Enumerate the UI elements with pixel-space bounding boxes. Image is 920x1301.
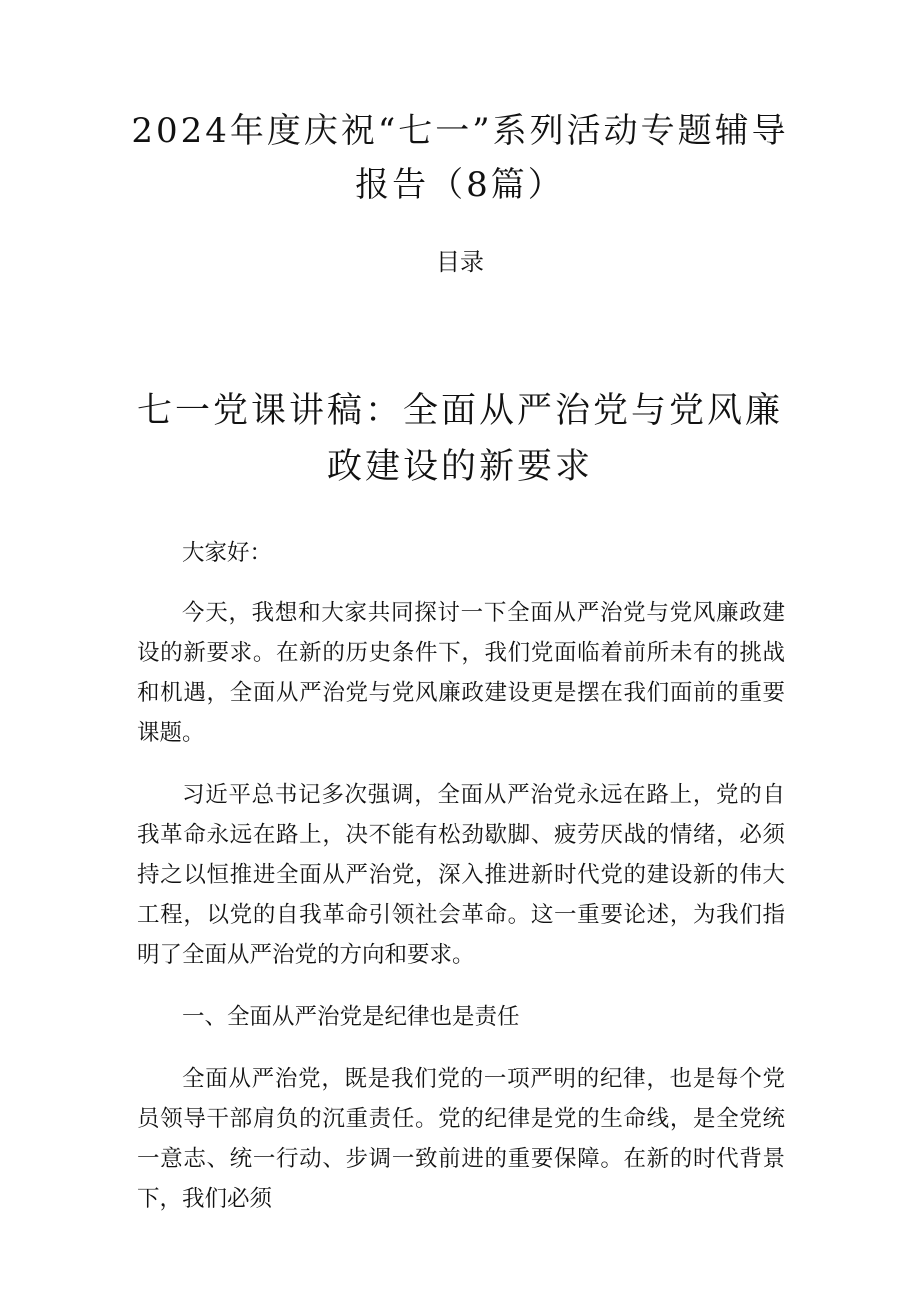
- document-body: [137, 533, 785, 1241]
- subsection-heading: 一、全面从严治党是纪律也是责任: [182, 1004, 520, 1030]
- toc-heading: 目录: [436, 248, 484, 276]
- body-paragraph: 习近平总书记多次强调，全面从严治党永远在路上，党的自我革命永远在路上，决不能有松劲歇脚、疲劳厌战的情绪，必须持之以恒推进全面从严治党，深入推进新时代党的建设新的伟大工程，以党的自我革命引领社会革命。这一重要论述，为我们指明了全面从严治党的方向和要求。: [137, 782, 785, 968]
- document-title: 2024年度庆祝“七一”系列活动专题辅导报告（8篇）: [131, 111, 789, 205]
- section-title: 七一党课讲稿：全面从严治党与党风廉政建设的新要求: [136, 391, 783, 487]
- body-paragraph: 今天，我想和大家共同探讨一下全面从严治党与党风廉政建设的新要求。在新的历史条件下，我们党面临着前所未有的挑战和机遇，全面从严治党与党风廉政建设更是摆在我们面前的重要课题。: [137, 600, 785, 746]
- greeting-paragraph: 大家好：: [182, 540, 273, 566]
- body-paragraph: 全面从严治党，既是我们党的一项严明的纪律，也是每个党员领导干部肩负的沉重责任。党的纪律是党的生命线，是全党统一意志、统一行动、步调一致前进的重要保障。在新的时代背景下，我们必须: [137, 1066, 785, 1212]
